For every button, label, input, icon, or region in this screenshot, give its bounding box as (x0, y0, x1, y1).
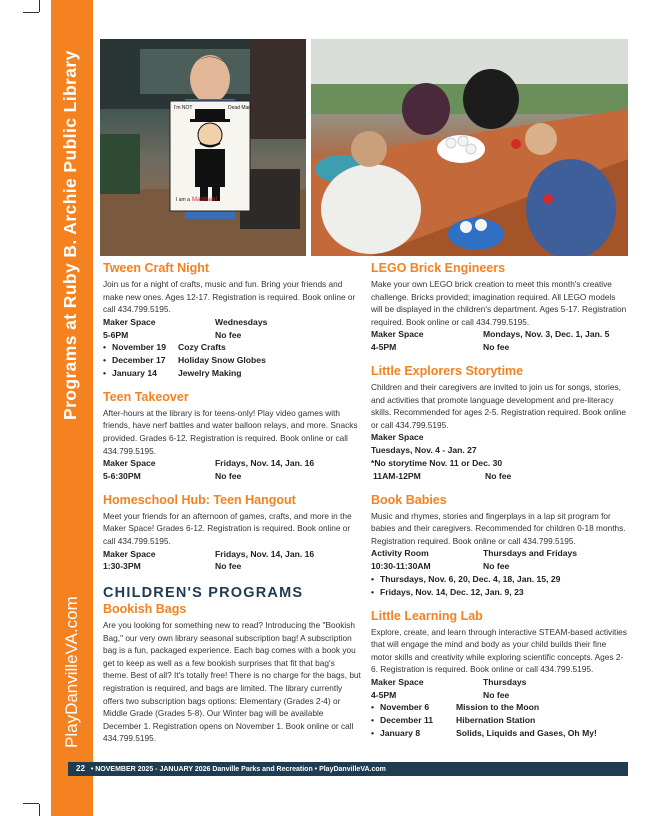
days: Thursdays and Fridays (483, 548, 578, 559)
session-date: December 11 (380, 715, 434, 726)
date-list: Fridays, Nov. 14, Dec. 12, Jan. 9, 23 (380, 586, 524, 597)
session-date: January 14 (112, 367, 157, 378)
days: Wednesdays (215, 316, 268, 327)
fee: No fee (215, 470, 242, 481)
fee: No fee (215, 329, 242, 340)
teen-takeover-time-row (103, 470, 361, 483)
right-column (371, 261, 629, 740)
homeschool-desc: Meet your friends for an afternoon of games, crafts, and more in the Maker Space! Grades 6-12. Registration is required. Book online or call 434.799.5195. (103, 510, 352, 546)
footer-text: • NOVEMBER 2025 - JANUARY 2026 Danville Parks and Recreation • PlayDanvilleVA.com (90, 766, 386, 773)
book-babies-title: Book Babies (371, 492, 447, 507)
time: 11AM-12PM (373, 470, 421, 481)
session-date: January 8 (380, 728, 421, 739)
days: Mondays, Nov. 3, Dec. 1, Jan. 5 (483, 329, 610, 340)
sidebar-title: Programs at Ruby B. Archie Public Library (60, 50, 80, 420)
book-babies-location-row (371, 547, 629, 560)
childrens-programs-heading: CHILDREN'S PROGRAMS (103, 585, 304, 602)
tween-craft-location-row (103, 316, 361, 329)
sign-text: I'm NOT (174, 105, 193, 111)
photo-game-illustration (311, 39, 628, 256)
time: 5-6:30PM (103, 470, 141, 481)
session-topic: Mission to the Moon (456, 702, 540, 713)
fee: No fee (483, 689, 510, 700)
storytime-title: Little Explorers Storytime (371, 363, 524, 378)
bookish-bags-desc: Are you looking for something new to read? Introducing the "Bookish Bag," our very own library seasonal subscription bag! A subscription bag is a fun, packaged experience. Each bag comes with a book you get to keep as well as a few bookish surprises that fit that bag's theme. Best of all? It's totally free! There is no charge for the bags, but registration is required, and bags are limited. The library currently offers two subscription bags options: Elementary (Grades 2-4) or Middle Grade (Grades 5-8). Our Winter bag will be available December 1. Registration opens on November 1. Book online or call 434.799.5195. (103, 620, 361, 744)
crop-mark (39, 804, 40, 816)
time: 5-6PM (103, 329, 129, 340)
storytime-note: *No storytime Nov. 11 or Dec. 30 (371, 457, 503, 468)
sidebar-url: PlayDanvilleVA.com (62, 596, 81, 748)
book-babies-desc: Music and rhymes, stories and fingerplays in a lap sit program for babies and their caregivers. Recommended for children 0-18 months. Registration required. Book online or call 434.799.5195. (371, 510, 626, 546)
crop-mark (23, 803, 39, 804)
learning-lab-time-row (371, 689, 629, 702)
location: Maker Space (103, 316, 156, 327)
location: Maker Space (371, 676, 424, 687)
bullet-icon: • (371, 586, 375, 597)
tween-craft-time-row (103, 329, 361, 342)
page-number: 22 (76, 764, 85, 773)
page-footer (68, 762, 628, 776)
photo-kids-game (311, 39, 628, 256)
list-item (103, 354, 361, 367)
session-date: December 17 (112, 355, 166, 366)
list-item (371, 727, 629, 740)
storytime-desc: Children and their caregivers are invited to join us for songs, stories, and activities that promote language development and pre-literacy skills. Recommended for ages 2-5. Registration required. Book online or call 434.799.5195. (371, 381, 627, 430)
bullet-icon: • (103, 342, 107, 353)
date-list: Thursdays, Nov. 6, 20, Dec. 4, 18, Jan. 15, 29 (380, 573, 561, 584)
list-item (103, 367, 361, 380)
tween-craft-desc: Join us for a night of crafts, music and fun. Bring your friends and make new ones. Ages 12-17. Registration is required. Book online or call 434.799.5195. (103, 279, 356, 315)
fee: No fee (215, 561, 242, 572)
fee: No fee (483, 342, 510, 353)
photo-kid-with-craft (100, 39, 306, 256)
days: Fridays, Nov. 14, Jan. 16 (215, 458, 315, 469)
session-topic: Holiday Snow Globes (178, 355, 266, 366)
session-date: November 6 (380, 702, 430, 713)
sign-text: I am a (176, 197, 190, 203)
lego-desc: Make your own LEGO brick creation to meet this month's creative challenge. Bricks provided; imagination required. All LEGO models will be displayed in the children's department. Ages 5-17. Registration required. Book online or call 434.799.5195. (371, 279, 627, 327)
days: Fridays, Nov. 14, Jan. 16 (215, 548, 315, 559)
fee: No fee (483, 561, 510, 572)
bullet-icon: • (371, 715, 375, 726)
bullet-icon: • (371, 702, 375, 713)
photo-kid-illustration (100, 39, 306, 256)
learning-lab-desc: Explore, create, and learn through interactive STEAM-based activities that will engage the mind and body as your child builds their fine motor skills and creativity while exploring scientific concepts. Ages 2-6. Registration is required. Book online or call 434.799.5195. (371, 626, 627, 675)
list-item (371, 701, 629, 714)
lego-location-row (371, 328, 629, 341)
sign-text: Dead Man (228, 105, 252, 111)
location: Maker Space (103, 548, 156, 559)
lego-time-row (371, 341, 629, 354)
session-topic: Cozy Crafts (178, 342, 226, 353)
session-date: November 19 (112, 342, 166, 353)
bullet-icon: • (371, 728, 375, 739)
days: Thursdays (483, 676, 527, 687)
teen-takeover-desc: After-hours at the library is for teens-only! Play video games with friends, have nerf battles and water balloon relays, and more. Snacks provided. Grades 6-12. Registration is required. Book online or call 434.799.5195. (103, 407, 358, 456)
homeschool-title: Homeschool Hub: Teen Hangout (103, 492, 296, 507)
teen-takeover-title: Teen Takeover (103, 389, 189, 404)
bullet-icon: • (103, 367, 107, 378)
storytime-time-row (371, 470, 629, 483)
teen-takeover-location-row (103, 457, 361, 470)
left-column (103, 261, 361, 745)
lego-title: LEGO Brick Engineers (371, 261, 506, 275)
bookish-bags-title: Bookish Bags (103, 602, 187, 617)
bullet-icon: • (103, 355, 107, 366)
bullet-icon: • (371, 573, 375, 584)
list-item (103, 341, 361, 354)
crop-mark (23, 12, 39, 13)
book-babies-time-row (371, 560, 629, 573)
session-topic: Jewelry Making (178, 367, 242, 378)
time: 4-5PM (371, 689, 397, 700)
homeschool-time-row (103, 560, 361, 573)
location: Maker Space (103, 458, 156, 469)
homeschool-location-row (103, 548, 361, 561)
session-topic: Solids, Liquids and Gases, Oh My! (456, 728, 597, 739)
time: 10:30-11:30AM (371, 561, 431, 572)
storytime-location: Maker Space (371, 432, 424, 443)
location: Maker Space (371, 329, 424, 340)
location: Activity Room (371, 548, 429, 559)
list-item (371, 586, 629, 599)
time: 4-5PM (371, 342, 397, 353)
list-item (371, 714, 629, 727)
sign-text: Madman! (192, 197, 218, 203)
list-item (371, 573, 629, 586)
crop-mark (39, 0, 40, 12)
learning-lab-title: Little Learning Lab (371, 608, 483, 623)
storytime-dates: Tuesdays, Nov. 4 - Jan. 27 (371, 445, 477, 456)
time: 1:30-3PM (103, 561, 141, 572)
fee: No fee (485, 470, 512, 481)
learning-lab-location-row (371, 676, 629, 689)
session-topic: Hibernation Station (456, 715, 536, 726)
tween-craft-title: Tween Craft Night (103, 261, 210, 275)
